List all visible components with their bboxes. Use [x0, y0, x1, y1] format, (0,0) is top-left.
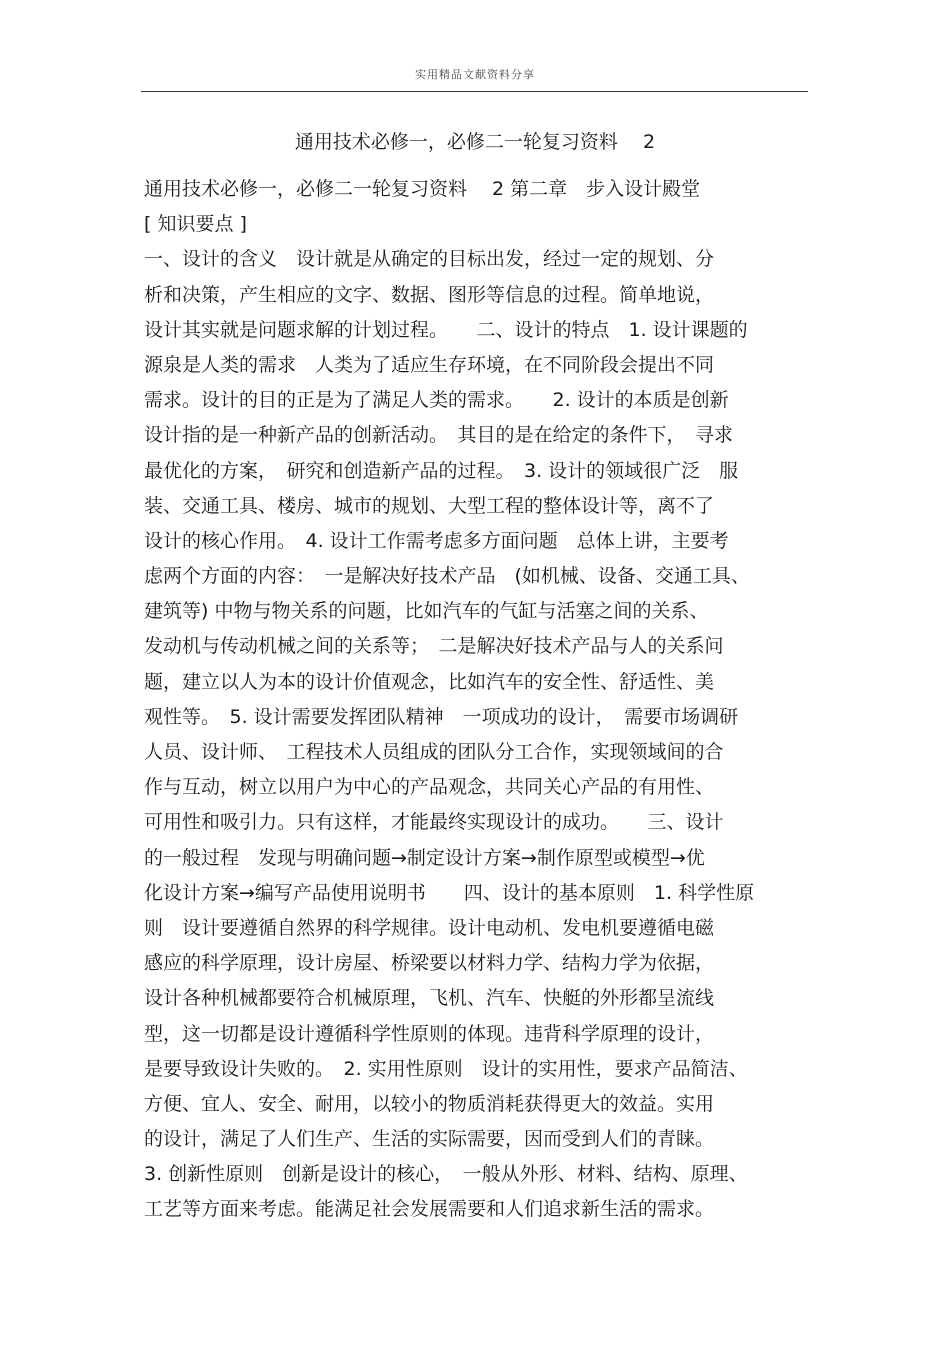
body-line: 可用性和吸引力。只有这样，才能最终实现设计的成功。 三、设计: [144, 811, 724, 834]
body-line: 最优化的方案， 研究和创造新产品的过程。 3. 设计的领域很广泛 服: [144, 459, 739, 482]
body-line: 题，建立以人为本的设计价值观念，比如汽车的安全性、舒适性、美: [144, 670, 715, 693]
body-line: 装、交通工具、楼房、城市的规划、大型工程的整体设计等，离不了: [144, 494, 715, 517]
body-line: 型，这一切都是设计遵循科学性原则的体现。违背科学原理的设计，: [144, 1022, 715, 1045]
body-line: 设计指的是一种新产品的创新活动。 其目的是在给定的条件下， 寻求: [144, 424, 734, 447]
body-line: 化设计方案→编写产品使用说明书 四、设计的基本原则 1. 科学性原: [144, 881, 755, 904]
body-line: 工艺等方面来考虑。能满足社会发展需要和人们追求新生活的需求。: [144, 1198, 715, 1221]
body-line: 设计其实就是问题求解的计划过程。 二、设计的特点 1. 设计课题的: [144, 318, 748, 341]
body-line: 的设计，满足了人们生产、生活的实际需要，因而受到人们的青睐。: [144, 1128, 715, 1151]
body-line: 通用技术必修一，必修二一轮复习资料 2 第二章 步入设计殿堂: [144, 178, 701, 200]
body-line: 析和决策，产生相应的文字、数据、图形等信息的过程。简单地说，: [144, 283, 715, 306]
body-line: 则 设计要遵循自然界的科学规律。设计电动机、发电机要遵循电磁: [144, 916, 715, 939]
body-line: 观性等。 5. 设计需要发挥团队精神 一项成功的设计， 需要市场调研: [144, 705, 739, 728]
body-line: 人员、设计师、 工程技术人员组成的团队分工合作，实现领域间的合: [144, 741, 724, 763]
page-header-text: 实用精品文献资料分享: [415, 68, 535, 81]
body-line: 作与互动，树立以用户为中心的产品观念，共同关心产品的有用性、: [144, 776, 715, 799]
body-line: 方便、宜人、安全、耐用，以较小的物质消耗获得更大的效益。实用: [144, 1092, 715, 1115]
header-divider: [141, 91, 808, 92]
document-body: [144, 172, 814, 1228]
body-line: 需求。设计的目的正是为了满足人类的需求。 2. 设计的本质是创新: [144, 389, 729, 412]
body-line: 的一般过程 发现与明确问题→制定设计方案→制作原型或模型→优: [144, 846, 705, 869]
body-line: 发动机与传动机械之间的关系等； 二是解决好技术产品与人的关系问: [144, 635, 724, 658]
body-line: 一、设计的含义 设计就是从确定的目标出发，经过一定的规划、分: [144, 248, 715, 271]
document-title: 通用技术必修一，必修二一轮复习资料 2: [294, 131, 656, 153]
body-line: 是要导致设计失败的。 2. 实用性原则 设计的实用性，要求产品简洁、: [144, 1057, 748, 1080]
body-line: 源泉是人类的需求 人类为了适应生存环境，在不同阶段会提出不同: [144, 353, 715, 376]
body-line: 设计的核心作用。 4. 设计工作需考虑多方面问题 总体上讲，主要考: [144, 529, 729, 552]
body-line: 虑两个方面的内容： 一是解决好技术产品 (如机械、设备、交通工具、: [144, 565, 750, 588]
body-line: 建筑等) 中物与物关系的问题，比如汽车的气缸与活塞之间的关系、: [144, 600, 709, 623]
body-line: 感应的科学原理，设计房屋、桥梁要以材料力学、结构力学为依据，: [144, 952, 715, 975]
body-line: 设计各种机械都要符合机械原理，飞机、汽车、快艇的外形都呈流线: [144, 987, 715, 1010]
body-line: [ 知识要点 ]: [144, 213, 247, 236]
body-line: 3. 创新性原则 创新是设计的核心， 一般从外形、材料、结构、原理、: [144, 1163, 748, 1186]
